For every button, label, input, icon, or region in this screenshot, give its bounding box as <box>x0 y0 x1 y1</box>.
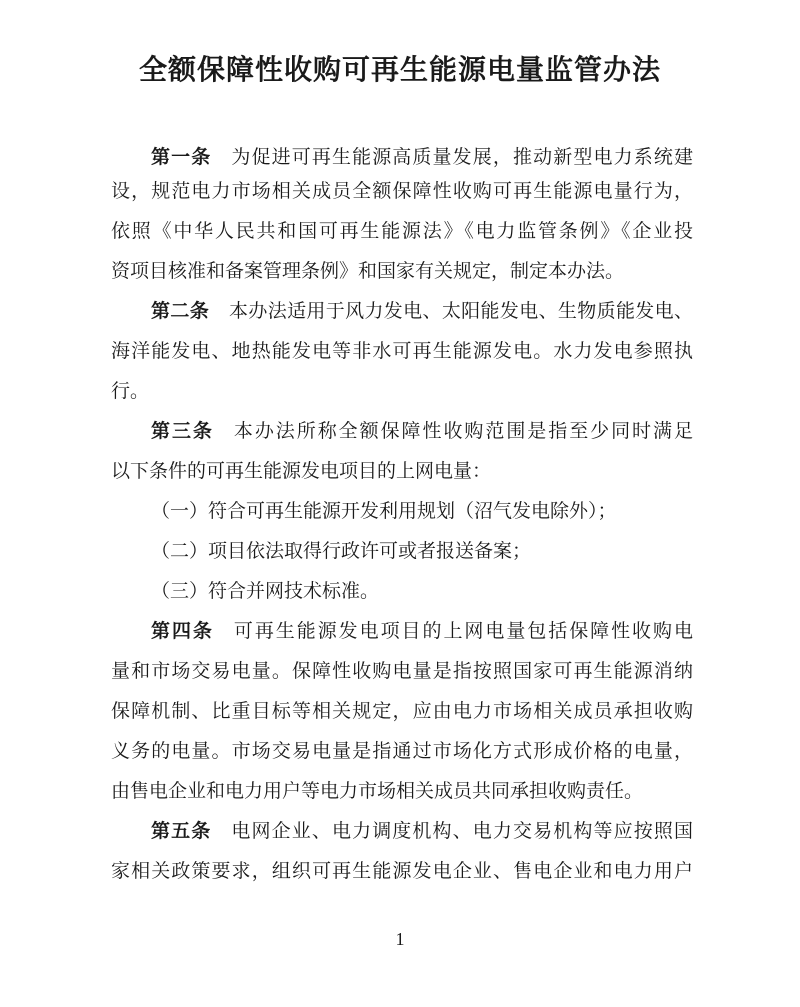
article-3-item-3: （三）符合并网技术标准。 <box>151 580 380 602</box>
article-5-label: 第五条 <box>151 820 212 842</box>
article-4-label: 第四条 <box>151 620 214 642</box>
article-4-line-5: 由售电企业和电力用户等电力市场相关成员共同承担收购责任。 <box>111 780 644 802</box>
article-1-line-1: 第一条 为促进可再生能源高质量发展，推动新型电力系统建 <box>151 146 693 168</box>
article-2-line-3: 行。 <box>111 380 150 402</box>
article-4-line-3: 保障机制、比重目标等相关规定，应由电力市场相关成员承担收购 <box>111 700 693 722</box>
article-1-label: 第一条 <box>151 146 212 168</box>
article-3-item-2: （二）项目依法取得行政许可或者报送备案； <box>151 540 532 562</box>
document-title: 全额保障性收购可再生能源电量监管办法 <box>138 53 661 86</box>
article-3-label: 第三条 <box>151 420 214 442</box>
article-1-line-3: 依照《中华人民共和国可再生能源法》《电力监管条例》《企业投 <box>111 220 693 242</box>
article-4-line-4: 义务的电量。市场交易电量是指通过市场化方式形成价格的电量， <box>111 740 693 762</box>
article-2-line-2: 海洋能发电、地热能发电等非水可再生能源发电。水力发电参照执 <box>111 340 693 362</box>
article-2-line-1: 第二条 本办法适用于风力发电、太阳能发电、生物质能发电、 <box>151 300 693 322</box>
page-number: 1 <box>395 929 405 949</box>
article-1-line-4: 资项目核准和备案管理条例》和国家有关规定，制定本办法。 <box>111 260 625 282</box>
article-4-line-1: 第四条 可再生能源发电项目的上网电量包括保障性收购电 <box>151 620 693 642</box>
article-3-line-1: 第三条 本办法所称全额保障性收购范围是指至少同时满足 <box>151 420 693 442</box>
article-5-line-1: 第五条 电网企业、电力调度机构、电力交易机构等应按照国 <box>151 820 693 842</box>
article-3-line-2: 以下条件的可再生能源发电项目的上网电量： <box>111 460 492 482</box>
article-3-item-1: （一）符合可再生能源开发利用规划（沼气发电除外）； <box>151 500 617 522</box>
article-1-line-2: 设，规范电力市场相关成员全额保障性收购可再生能源电量行为， <box>111 180 693 202</box>
article-5-line-2: 家相关政策要求，组织可再生能源发电企业、售电企业和电力用户 <box>111 860 693 882</box>
article-2-label: 第二条 <box>151 300 210 322</box>
article-4-line-2: 量和市场交易电量。保障性收购电量是指按照国家可再生能源消纳 <box>111 660 693 682</box>
